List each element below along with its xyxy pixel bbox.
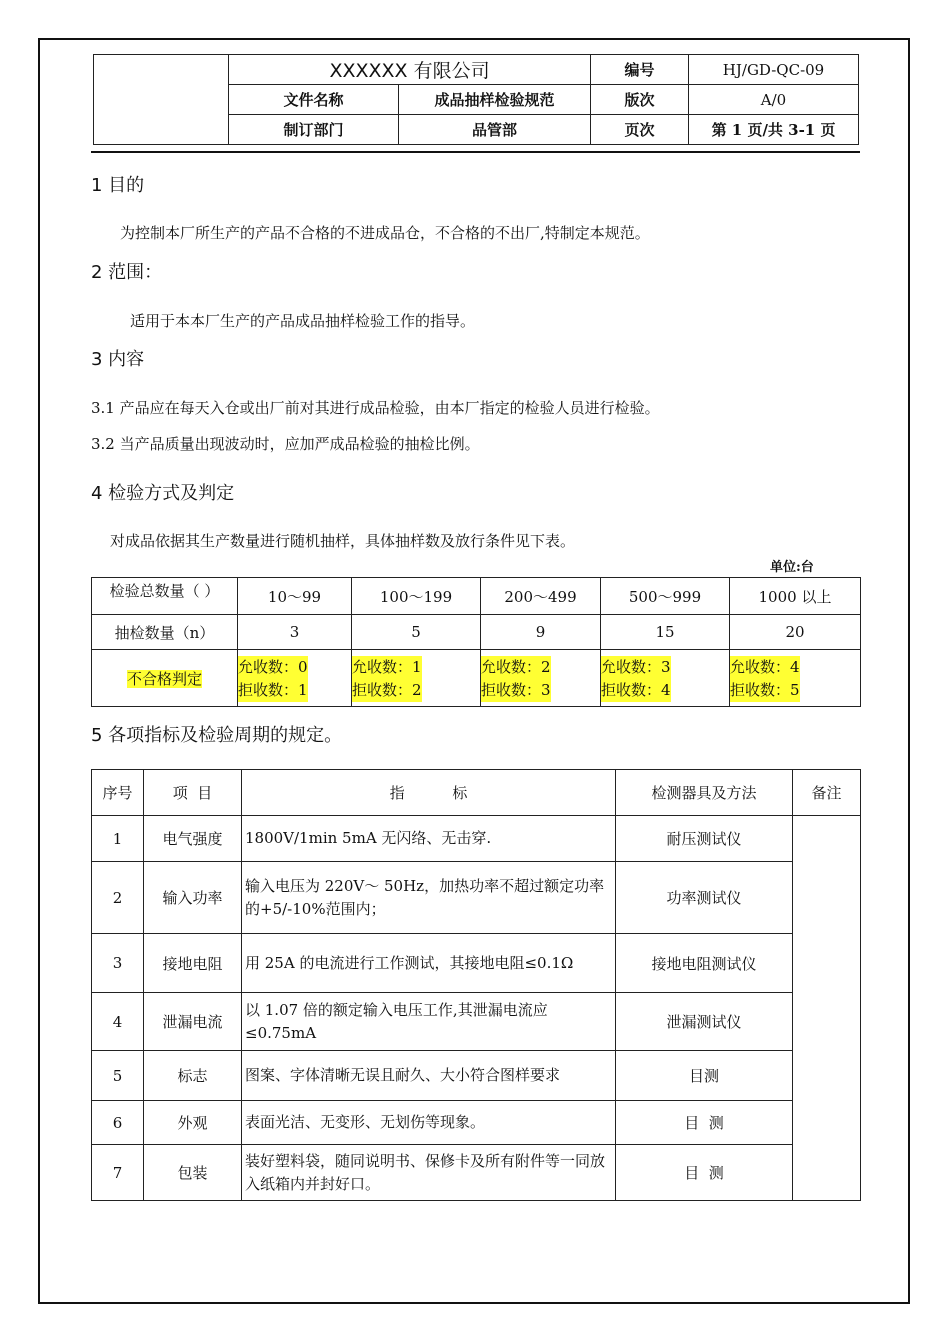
judgement-label-cell [92, 650, 238, 707]
section-4-title: 4 检验方式及判定 [91, 483, 235, 504]
table-row [92, 1101, 861, 1145]
table-row [92, 1051, 861, 1101]
judgement-cell [730, 650, 861, 707]
sample-count-label: 抽检数量（n） [92, 615, 238, 650]
total-quantity-label: 检验总数量（ ） [92, 578, 238, 615]
row-number: 7 [92, 1145, 144, 1201]
judgement-cell [238, 650, 352, 707]
doc-name-value: 成品抽样检验规范 [399, 85, 591, 115]
item-name: 标志 [144, 1051, 242, 1101]
range-cell: 500～999 [601, 578, 730, 615]
test-method: 接地电阻测试仪 [616, 934, 793, 993]
item-name: 外观 [144, 1101, 242, 1145]
range-cell: 10～99 [238, 578, 352, 615]
section-1-text: 为控制本厂所生产的产品不合格的不进成品仓，不合格的不出厂,特制定本规范。 [120, 224, 650, 242]
item-name: 包装 [144, 1145, 242, 1201]
judgement-cell [601, 650, 730, 707]
unit-label: 单位:台 [770, 560, 814, 575]
page-label: 页次 [591, 115, 689, 145]
indicator-text: 1800V/1min 5mA 无闪络、无击穿. [242, 816, 616, 862]
sampling-row-total [92, 578, 861, 615]
dept-label: 制订部门 [229, 115, 399, 145]
column-header: 检测器具及方法 [616, 770, 793, 816]
section-2-title: 2 范围： [91, 262, 163, 283]
row-number: 2 [92, 862, 144, 934]
item-name: 输入功率 [144, 862, 242, 934]
item-name: 接地电阻 [144, 934, 242, 993]
accept-count: 允收数：3 [601, 656, 671, 679]
doc-name-label: 文件名称 [229, 85, 399, 115]
test-method: 目 测 [616, 1145, 793, 1201]
range-cell: 1000 以上 [730, 578, 861, 615]
count-cell: 9 [481, 615, 601, 650]
version-label: 版次 [591, 85, 689, 115]
test-method: 泄漏测试仪 [616, 993, 793, 1051]
version-value: A/0 [689, 85, 859, 115]
row-number: 4 [92, 993, 144, 1051]
column-header: 指 标 [242, 770, 616, 816]
section-4-text: 对成品依据其生产数量进行随机抽样，具体抽样数及放行条件见下表。 [110, 532, 576, 550]
section-3-title: 3 内容 [91, 349, 145, 370]
judgement-cell [481, 650, 601, 707]
accept-count: 允收数：0 [238, 656, 308, 679]
test-method: 目测 [616, 1051, 793, 1101]
table-row [92, 862, 861, 934]
reject-count: 拒收数：3 [481, 679, 551, 702]
reject-count: 拒收数：1 [238, 679, 308, 702]
table-row [92, 816, 861, 862]
sampling-row-judgement [92, 650, 861, 707]
test-method: 目 测 [616, 1101, 793, 1145]
row-number: 6 [92, 1101, 144, 1145]
sampling-row-count [92, 615, 861, 650]
item-name: 电气强度 [144, 816, 242, 862]
test-method: 耐压测试仪 [616, 816, 793, 862]
range-cell: 200～499 [481, 578, 601, 615]
remarks-cell [793, 816, 861, 1201]
judgement-cell [352, 650, 481, 707]
table-row [92, 993, 861, 1051]
reject-count: 拒收数：2 [352, 679, 422, 702]
section-5-title: 5 各项指标及检验周期的规定。 [91, 725, 343, 746]
logo-cell [94, 55, 229, 145]
accept-count: 允收数：2 [481, 656, 551, 679]
item-name: 泄漏电流 [144, 993, 242, 1051]
column-header: 序号 [92, 770, 144, 816]
header-divider [91, 151, 860, 153]
count-cell: 20 [730, 615, 861, 650]
indicator-text: 装好塑料袋，随同说明书、保修卡及所有附件等一同放入纸箱内并封好口。 [242, 1145, 616, 1201]
test-method: 功率测试仪 [616, 862, 793, 934]
row-number: 3 [92, 934, 144, 993]
section-3-item-1: 3.1 产品应在每天入仓或出厂前对其进行成品检验，由本厂指定的检验人员进行检验。 [91, 399, 660, 417]
table-header-row [92, 770, 861, 816]
table-row [92, 934, 861, 993]
count-cell: 5 [352, 615, 481, 650]
indicator-text: 表面光洁、无变形、无划伤等现象。 [242, 1101, 616, 1145]
sampling-table [91, 577, 861, 707]
reject-count: 拒收数：5 [730, 679, 800, 702]
section-3-item-2: 3.2 当产品质量出现波动时，应加严成品检验的抽检比例。 [91, 435, 480, 453]
table-row [92, 1145, 861, 1201]
indicator-text: 图案、字体清晰无误且耐久、大小符合图样要求 [242, 1051, 616, 1101]
document-header [93, 54, 859, 145]
count-cell: 15 [601, 615, 730, 650]
column-header: 备注 [793, 770, 861, 816]
indicator-text: 用 25A 的电流进行工作测试，其接地电阻≤0.1Ω [242, 934, 616, 993]
count-cell: 3 [238, 615, 352, 650]
range-cell: 100～199 [352, 578, 481, 615]
page-value: 第 1 页/共 3-1 页 [689, 115, 859, 145]
reject-count: 拒收数：4 [601, 679, 671, 702]
company-name: XXXXXX 有限公司 [229, 55, 591, 85]
indicator-table [91, 769, 861, 1201]
section-2-text: 适用于本本厂生产的产品成品抽样检验工作的指导。 [130, 312, 476, 330]
row-number: 5 [92, 1051, 144, 1101]
judgement-label: 不合格判定 [126, 669, 202, 688]
column-header: 项 目 [144, 770, 242, 816]
accept-count: 允收数：4 [730, 656, 800, 679]
section-1-title: 1 目的 [91, 175, 145, 196]
code-label: 编号 [591, 55, 689, 85]
dept-value: 品管部 [399, 115, 591, 145]
accept-count: 允收数：1 [352, 656, 422, 679]
code-value: HJ/GD-QC-09 [689, 55, 859, 85]
indicator-text: 以 1.07 倍的额定输入电压工作,其泄漏电流应≤0.75mA [242, 993, 616, 1051]
row-number: 1 [92, 816, 144, 862]
indicator-text: 输入电压为 220V～ 50Hz，加热功率不超过额定功率的+5/-10%范围内； [242, 862, 616, 934]
